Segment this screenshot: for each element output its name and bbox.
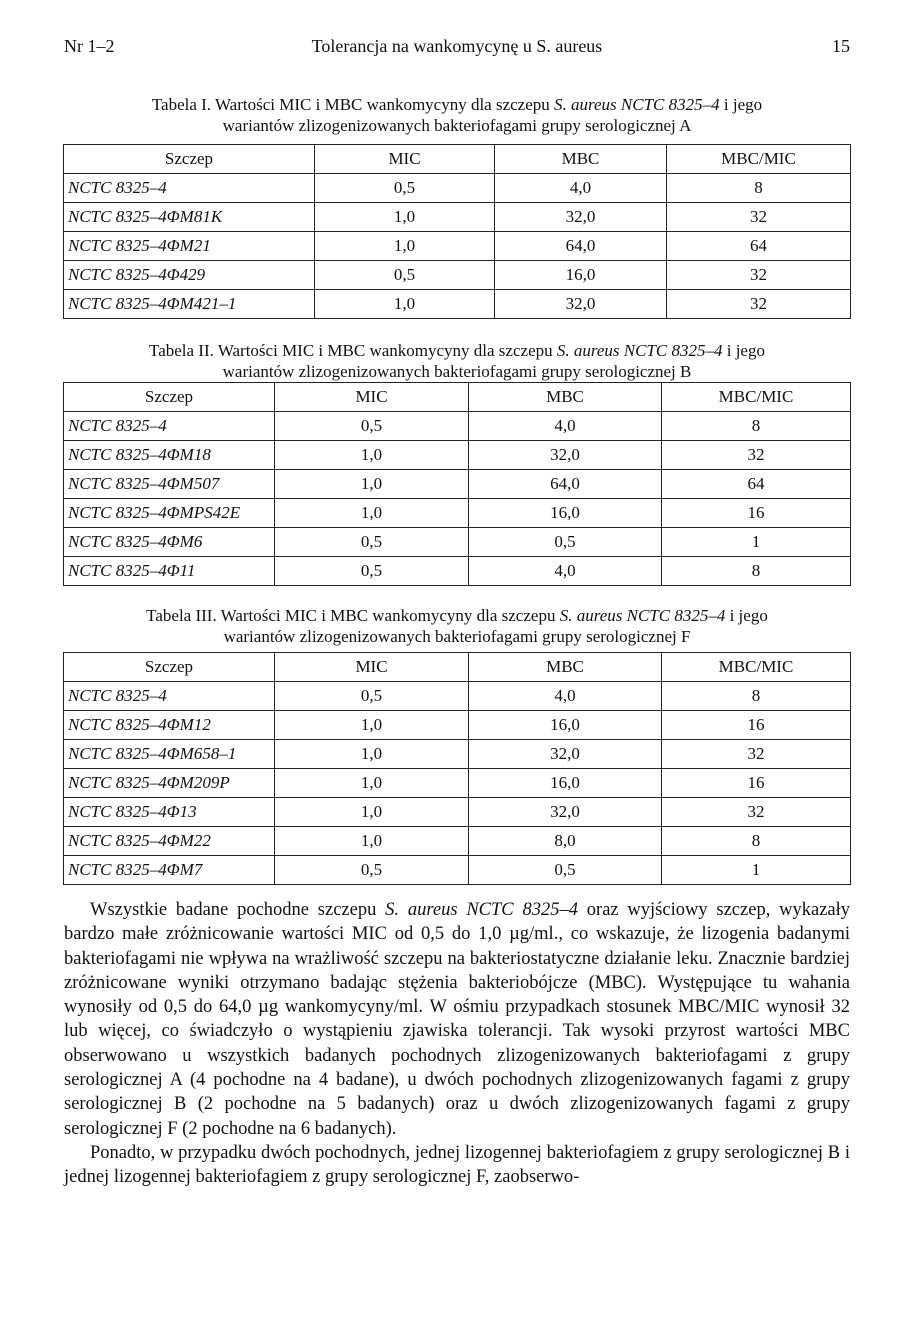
caption-text: i jego bbox=[719, 95, 763, 114]
table-row bbox=[64, 740, 851, 769]
running-head bbox=[64, 36, 850, 60]
table-2 bbox=[63, 382, 851, 586]
strain-cell: NCTC 8325–4 bbox=[64, 174, 315, 203]
table-row bbox=[64, 470, 851, 499]
column-header: MBC bbox=[469, 653, 662, 682]
value-cell: 0,5 bbox=[275, 412, 469, 441]
value-cell: 16,0 bbox=[469, 499, 662, 528]
value-cell: 8,0 bbox=[469, 827, 662, 856]
species-name: S. aureus NCTC 8325–4 bbox=[556, 341, 723, 360]
value-cell: 32,0 bbox=[495, 290, 667, 319]
value-cell: 1,0 bbox=[275, 740, 469, 769]
table-row bbox=[64, 174, 851, 203]
value-cell: 32 bbox=[667, 261, 851, 290]
value-cell: 4,0 bbox=[469, 557, 662, 586]
running-title bbox=[64, 36, 850, 57]
table-3-caption bbox=[64, 605, 850, 647]
table-row bbox=[64, 711, 851, 740]
column-header: MIC bbox=[275, 653, 469, 682]
species-name: S. aureus NCTC 8325–4 bbox=[559, 606, 726, 625]
value-cell: 1,0 bbox=[275, 769, 469, 798]
value-cell: 16 bbox=[662, 711, 851, 740]
value-cell: 64,0 bbox=[469, 470, 662, 499]
strain-cell: NCTC 8325–4ΦM658–1 bbox=[64, 740, 275, 769]
table-header-row bbox=[64, 383, 851, 412]
table-row bbox=[64, 557, 851, 586]
value-cell: 0,5 bbox=[275, 557, 469, 586]
strain-cell: NCTC 8325–4ΦM421–1 bbox=[64, 290, 315, 319]
value-cell: 64 bbox=[662, 470, 851, 499]
column-header: Szczep bbox=[64, 383, 275, 412]
value-cell: 0,5 bbox=[315, 261, 495, 290]
value-cell: 1,0 bbox=[315, 290, 495, 319]
value-cell: 1 bbox=[662, 528, 851, 557]
species-name: S. aureus NCTC 8325–4 bbox=[554, 95, 720, 114]
table-row bbox=[64, 441, 851, 470]
paragraph-text: Wszystkie badane pochodne szczepu bbox=[90, 900, 386, 920]
value-cell: 32,0 bbox=[495, 203, 667, 232]
table-header-row bbox=[64, 653, 851, 682]
table-row bbox=[64, 499, 851, 528]
table-header-row bbox=[64, 145, 851, 174]
caption-text: Tabela II. Wartości MIC i MBC wankomycyny dla szczepu bbox=[149, 341, 557, 360]
table-2-caption bbox=[64, 340, 850, 382]
caption-text: Tabela III. Wartości MIC i MBC wankomycyny dla szczepu bbox=[146, 606, 560, 625]
value-cell: 16,0 bbox=[495, 261, 667, 290]
value-cell: 16 bbox=[662, 769, 851, 798]
strain-cell: NCTC 8325–4 bbox=[64, 682, 275, 711]
value-cell: 0,5 bbox=[275, 528, 469, 557]
column-header: MBC/MIC bbox=[667, 145, 851, 174]
page-number: 15 bbox=[832, 36, 850, 56]
value-cell: 16,0 bbox=[469, 711, 662, 740]
value-cell: 1 bbox=[662, 856, 851, 885]
body-text bbox=[64, 898, 850, 1190]
journal-issue: Nr 1–2 bbox=[64, 36, 115, 56]
strain-cell: NCTC 8325–4ΦM18 bbox=[64, 441, 275, 470]
table-row bbox=[64, 290, 851, 319]
value-cell: 4,0 bbox=[495, 174, 667, 203]
value-cell: 64 bbox=[667, 232, 851, 261]
table-3-caption-line-2: wariantów zlizogenizowanych bakteriofagami grupy serologicznej F bbox=[223, 627, 691, 646]
table-row bbox=[64, 827, 851, 856]
species-name: S. aureus NCTC 8325–4 bbox=[385, 900, 578, 920]
strain-cell: NCTC 8325–4ΦM12 bbox=[64, 711, 275, 740]
strain-cell: NCTC 8325–4ΦM21 bbox=[64, 232, 315, 261]
value-cell: 16 bbox=[662, 499, 851, 528]
value-cell: 32 bbox=[662, 441, 851, 470]
strain-cell: NCTC 8325–4ΦM209P bbox=[64, 769, 275, 798]
strain-cell: NCTC 8325–4ΦMPS42E bbox=[64, 499, 275, 528]
table-1-caption-line-1 bbox=[64, 94, 850, 115]
paragraph-1 bbox=[64, 898, 850, 1141]
table-row bbox=[64, 203, 851, 232]
value-cell: 32,0 bbox=[469, 798, 662, 827]
column-header: Szczep bbox=[64, 653, 275, 682]
column-header: MBC/MIC bbox=[662, 383, 851, 412]
table-row bbox=[64, 769, 851, 798]
value-cell: 1,0 bbox=[275, 711, 469, 740]
column-header: MBC/MIC bbox=[662, 653, 851, 682]
table-row bbox=[64, 232, 851, 261]
value-cell: 4,0 bbox=[469, 412, 662, 441]
column-header: MIC bbox=[315, 145, 495, 174]
strain-cell: NCTC 8325–4Φ13 bbox=[64, 798, 275, 827]
value-cell: 8 bbox=[662, 412, 851, 441]
strain-cell: NCTC 8325–4ΦM6 bbox=[64, 528, 275, 557]
value-cell: 8 bbox=[667, 174, 851, 203]
table-1 bbox=[63, 144, 851, 319]
strain-cell: NCTC 8325–4ΦM7 bbox=[64, 856, 275, 885]
value-cell: 1,0 bbox=[315, 203, 495, 232]
value-cell: 16,0 bbox=[469, 769, 662, 798]
caption-text: Tabela I. Wartości MIC i MBC wankomycyny dla szczepu bbox=[151, 95, 555, 114]
value-cell: 0,5 bbox=[275, 856, 469, 885]
value-cell: 32 bbox=[662, 798, 851, 827]
value-cell: 32 bbox=[662, 740, 851, 769]
value-cell: 1,0 bbox=[275, 470, 469, 499]
table-2-caption-line-2: wariantów zlizogenizowanych bakteriofagami grupy serologicznej B bbox=[222, 362, 692, 381]
value-cell: 1,0 bbox=[275, 499, 469, 528]
table-row bbox=[64, 528, 851, 557]
value-cell: 1,0 bbox=[275, 798, 469, 827]
paragraph-2: Ponadto, w przypadku dwóch pochodnych, jednej lizogennej bakteriofagiem z grupy serologicznej B i jednej lizogennej bakteriofagiem z grupy serologicznej F, zaobserwo- bbox=[64, 1142, 850, 1188]
table-1-caption bbox=[64, 94, 850, 136]
running-title-text: Tolerancja na wankomycynę u S. aureus bbox=[311, 36, 603, 56]
strain-cell: NCTC 8325–4ΦM507 bbox=[64, 470, 275, 499]
value-cell: 0,5 bbox=[275, 682, 469, 711]
value-cell: 0,5 bbox=[469, 528, 662, 557]
table-row bbox=[64, 682, 851, 711]
strain-cell: NCTC 8325–4ΦM22 bbox=[64, 827, 275, 856]
value-cell: 64,0 bbox=[495, 232, 667, 261]
table-1-caption-line-2: wariantów zlizogenizowanych bakteriofagami grupy serologicznej A bbox=[222, 116, 692, 135]
value-cell: 32 bbox=[667, 203, 851, 232]
column-header: MBC bbox=[495, 145, 667, 174]
value-cell: 32,0 bbox=[469, 740, 662, 769]
table-row bbox=[64, 412, 851, 441]
table-row bbox=[64, 798, 851, 827]
strain-cell: NCTC 8325–4Φ429 bbox=[64, 261, 315, 290]
table-2-caption-line-1 bbox=[64, 340, 850, 361]
column-header: MBC bbox=[469, 383, 662, 412]
value-cell: 8 bbox=[662, 557, 851, 586]
value-cell: 8 bbox=[662, 827, 851, 856]
strain-cell: NCTC 8325–4 bbox=[64, 412, 275, 441]
strain-cell: NCTC 8325–4Φ11 bbox=[64, 557, 275, 586]
value-cell: 0,5 bbox=[469, 856, 662, 885]
table-3 bbox=[63, 652, 851, 885]
value-cell: 4,0 bbox=[469, 682, 662, 711]
value-cell: 1,0 bbox=[275, 441, 469, 470]
column-header: MIC bbox=[275, 383, 469, 412]
value-cell: 32 bbox=[667, 290, 851, 319]
table-row bbox=[64, 261, 851, 290]
value-cell: 1,0 bbox=[315, 232, 495, 261]
table-3-caption-line-1 bbox=[64, 605, 850, 626]
value-cell: 1,0 bbox=[275, 827, 469, 856]
caption-text: i jego bbox=[722, 341, 765, 360]
strain-cell: NCTC 8325–4ΦM81K bbox=[64, 203, 315, 232]
table-row bbox=[64, 856, 851, 885]
value-cell: 32,0 bbox=[469, 441, 662, 470]
column-header: Szczep bbox=[64, 145, 315, 174]
value-cell: 8 bbox=[662, 682, 851, 711]
caption-text: i jego bbox=[725, 606, 768, 625]
value-cell: 0,5 bbox=[315, 174, 495, 203]
paragraph-text: oraz wyjściowy szczep, wykazały bardzo małe zróżnicowanie wartości MIC od 0,5 do 1,0 µg/ml., co wskazuje, że lizogenia badanymi bakteriofagami nie wpływa na wrażliwość szczepu na bakteriostatyczne działanie leku. Znacznie bardziej zróżnicowane wyniki otrzymano badając stężenia bakteriobójcze (MBC). Występujące tu wahania wynosiły od 0,5 do 64,0 µg wankomycyny/ml. W ośmiu przypadkach stosunek MBC/MIC wynosił 32 lub więcej, co świadczyło o wystąpieniu zjawiska tolerancji. Tak wysoki przyrost wartości MBC obserwowano u wszystkich badanych pochodnych zlizogenizowanych bakteriofagami z grupy serologicznej A (4 pochodne na 4 badane), u dwóch pochodnych zlizogenizowanych fagami z grupy serologicznej B (2 pochodne na 5 badanych) oraz u dwóch zlizogenizowanych fagami z grupy serologicznej F (2 pochodne na 6 badanych). bbox=[64, 900, 851, 1139]
